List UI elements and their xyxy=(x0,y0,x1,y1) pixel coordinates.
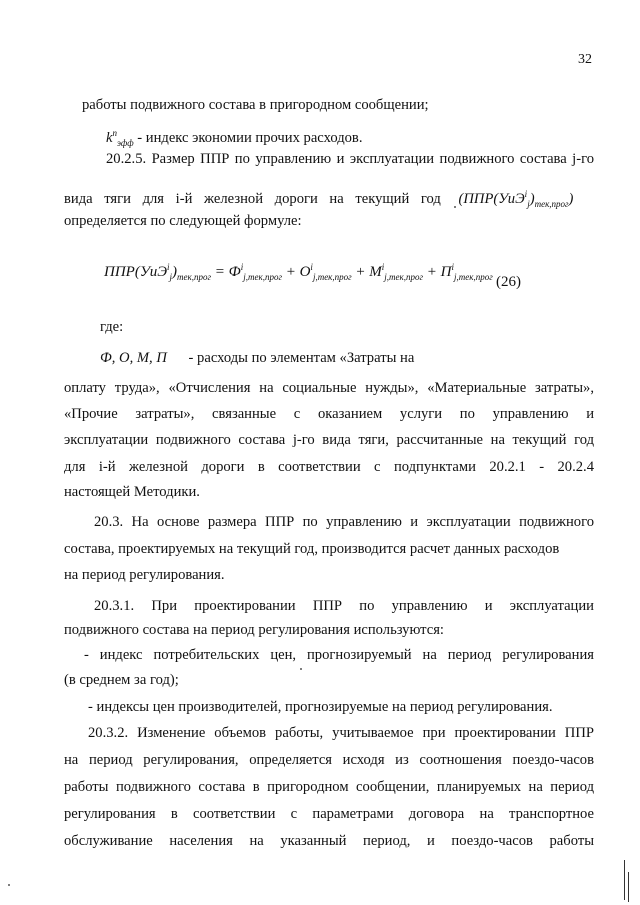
formula-term: + О xyxy=(285,264,311,280)
paragraph-line: - индекс потребительских цен, прогнозируемый на период регулирования xyxy=(84,647,594,663)
page-number: 32 xyxy=(578,52,592,67)
formula-26: $ППР(УиЭ^i_j)_{тек,прог} = Ф^i_{j,тек,прог} + О^i_{j,тек,прог} + М^i_{j,тек,прог} + П^i_{j,тек,прог}$ xyxy=(104,262,493,282)
paragraph-line: работы подвижного состава в пригородном сообщении, планируемых на период xyxy=(64,779,594,795)
formula-sub: j xyxy=(169,272,173,282)
definition-text: - расходы по элементам «Затраты на xyxy=(188,350,415,366)
scan-speck xyxy=(300,668,302,670)
formula-term: Ф xyxy=(228,264,241,280)
formula-sub: тек,прог xyxy=(177,272,212,282)
formula-eq: = xyxy=(214,264,225,280)
formula-sub: j,тек,прог xyxy=(384,272,424,282)
paragraph-line: определяется по следующей формуле: xyxy=(64,213,302,229)
inline-symbol-base: (ППР(УиЭ xyxy=(458,190,525,207)
equation-number: (26) xyxy=(496,274,521,290)
scan-speck xyxy=(454,206,456,208)
paragraph-line: состава, проектируемых на текущий год, производится расчет данных расходов xyxy=(64,541,560,557)
paragraph-line: на период регулирования, определяется исходя из соотношения поездо-часов xyxy=(64,752,594,768)
paragraph-line: 20.3.2. Изменение объемов работы, учитываемое при проектировании ППР xyxy=(88,725,594,741)
formula-lhs: ППР(УиЭ xyxy=(104,264,168,280)
paragraph-line: «Прочие затраты», связанные с оказанием услуги по управлению и xyxy=(64,406,594,422)
scan-speck xyxy=(8,884,10,886)
formula-sub: j,тек,прог xyxy=(312,272,352,282)
definition-text: - индекс экономии прочих расходов. xyxy=(137,129,363,146)
definition-symbols: Ф, О, М, П xyxy=(100,350,167,366)
formula-sup: i xyxy=(381,262,385,272)
paragraph-line: регулирования в соответствии с параметрами договора на транспортное xyxy=(64,806,594,822)
scan-edge-line xyxy=(628,872,629,902)
paragraph-line: на период регулирования. xyxy=(64,567,225,583)
paragraph-line: подвижного состава на период регулирования используются: xyxy=(64,622,444,638)
paragraph-line: - индексы цен производителей, прогнозируемые на период регулирования. xyxy=(88,699,553,715)
symbol-sup: п xyxy=(112,128,117,138)
formula-sup: i xyxy=(167,262,170,272)
paragraph-line: 20.3. На основе размера ППР по управлению и эксплуатации подвижного xyxy=(94,514,594,530)
symbol-sub: эфф xyxy=(116,137,134,148)
paragraph-line: обслуживание населения на указанный период, и поездо-часов работы xyxy=(64,833,594,849)
inline-symbol xyxy=(459,191,574,207)
formula-sup: i xyxy=(240,262,244,272)
inline-symbol-subj: j xyxy=(527,198,530,209)
paragraph-line: оплату труда», «Отчисления на социальные нужды», «Материальные затраты», xyxy=(64,380,594,396)
symbol-k: k xyxy=(106,129,113,146)
where-label: где: xyxy=(100,319,124,335)
paragraph-line: 20.3.1. При проектировании ППР по управлению и эксплуатации xyxy=(94,598,594,614)
paragraph-line: эксплуатации подвижного состава j-го вида тяги, рассчитанные на текущий год xyxy=(64,432,594,448)
formula-sub: j,тек,прог xyxy=(243,272,282,282)
formula-term: + М xyxy=(355,264,382,280)
formula-term: + П xyxy=(426,264,452,280)
paragraph-line xyxy=(64,185,573,213)
inline-symbol-end: ) xyxy=(568,190,574,207)
scan-edge-line xyxy=(624,860,625,900)
paragraph-text: вида тяги для i-й железной дороги на текущий год xyxy=(64,190,441,207)
paragraph-line: настоящей Методики. xyxy=(64,484,200,500)
inline-symbol-close: ) xyxy=(529,190,535,207)
paragraph-line: 20.2.5. Размер ППР по управлению и эксплуатации подвижного состава j-го xyxy=(106,151,594,167)
inline-symbol-sub: тек,прог xyxy=(534,198,569,209)
formula-sup: i xyxy=(310,262,313,272)
formula-sup: i xyxy=(451,262,454,272)
formula-sub: j,тек,прог xyxy=(454,272,493,282)
paragraph-line: для i-й железной дороги в соответствии с подпунктами 20.2.1 - 20.2.4 xyxy=(64,459,594,475)
definition-line xyxy=(100,349,414,367)
inline-symbol-sup: i xyxy=(524,189,528,199)
paragraph-line: (в среднем за год); xyxy=(64,672,179,688)
definition-line xyxy=(106,124,362,152)
text-line: работы подвижного состава в пригородном сообщении; xyxy=(82,97,429,113)
